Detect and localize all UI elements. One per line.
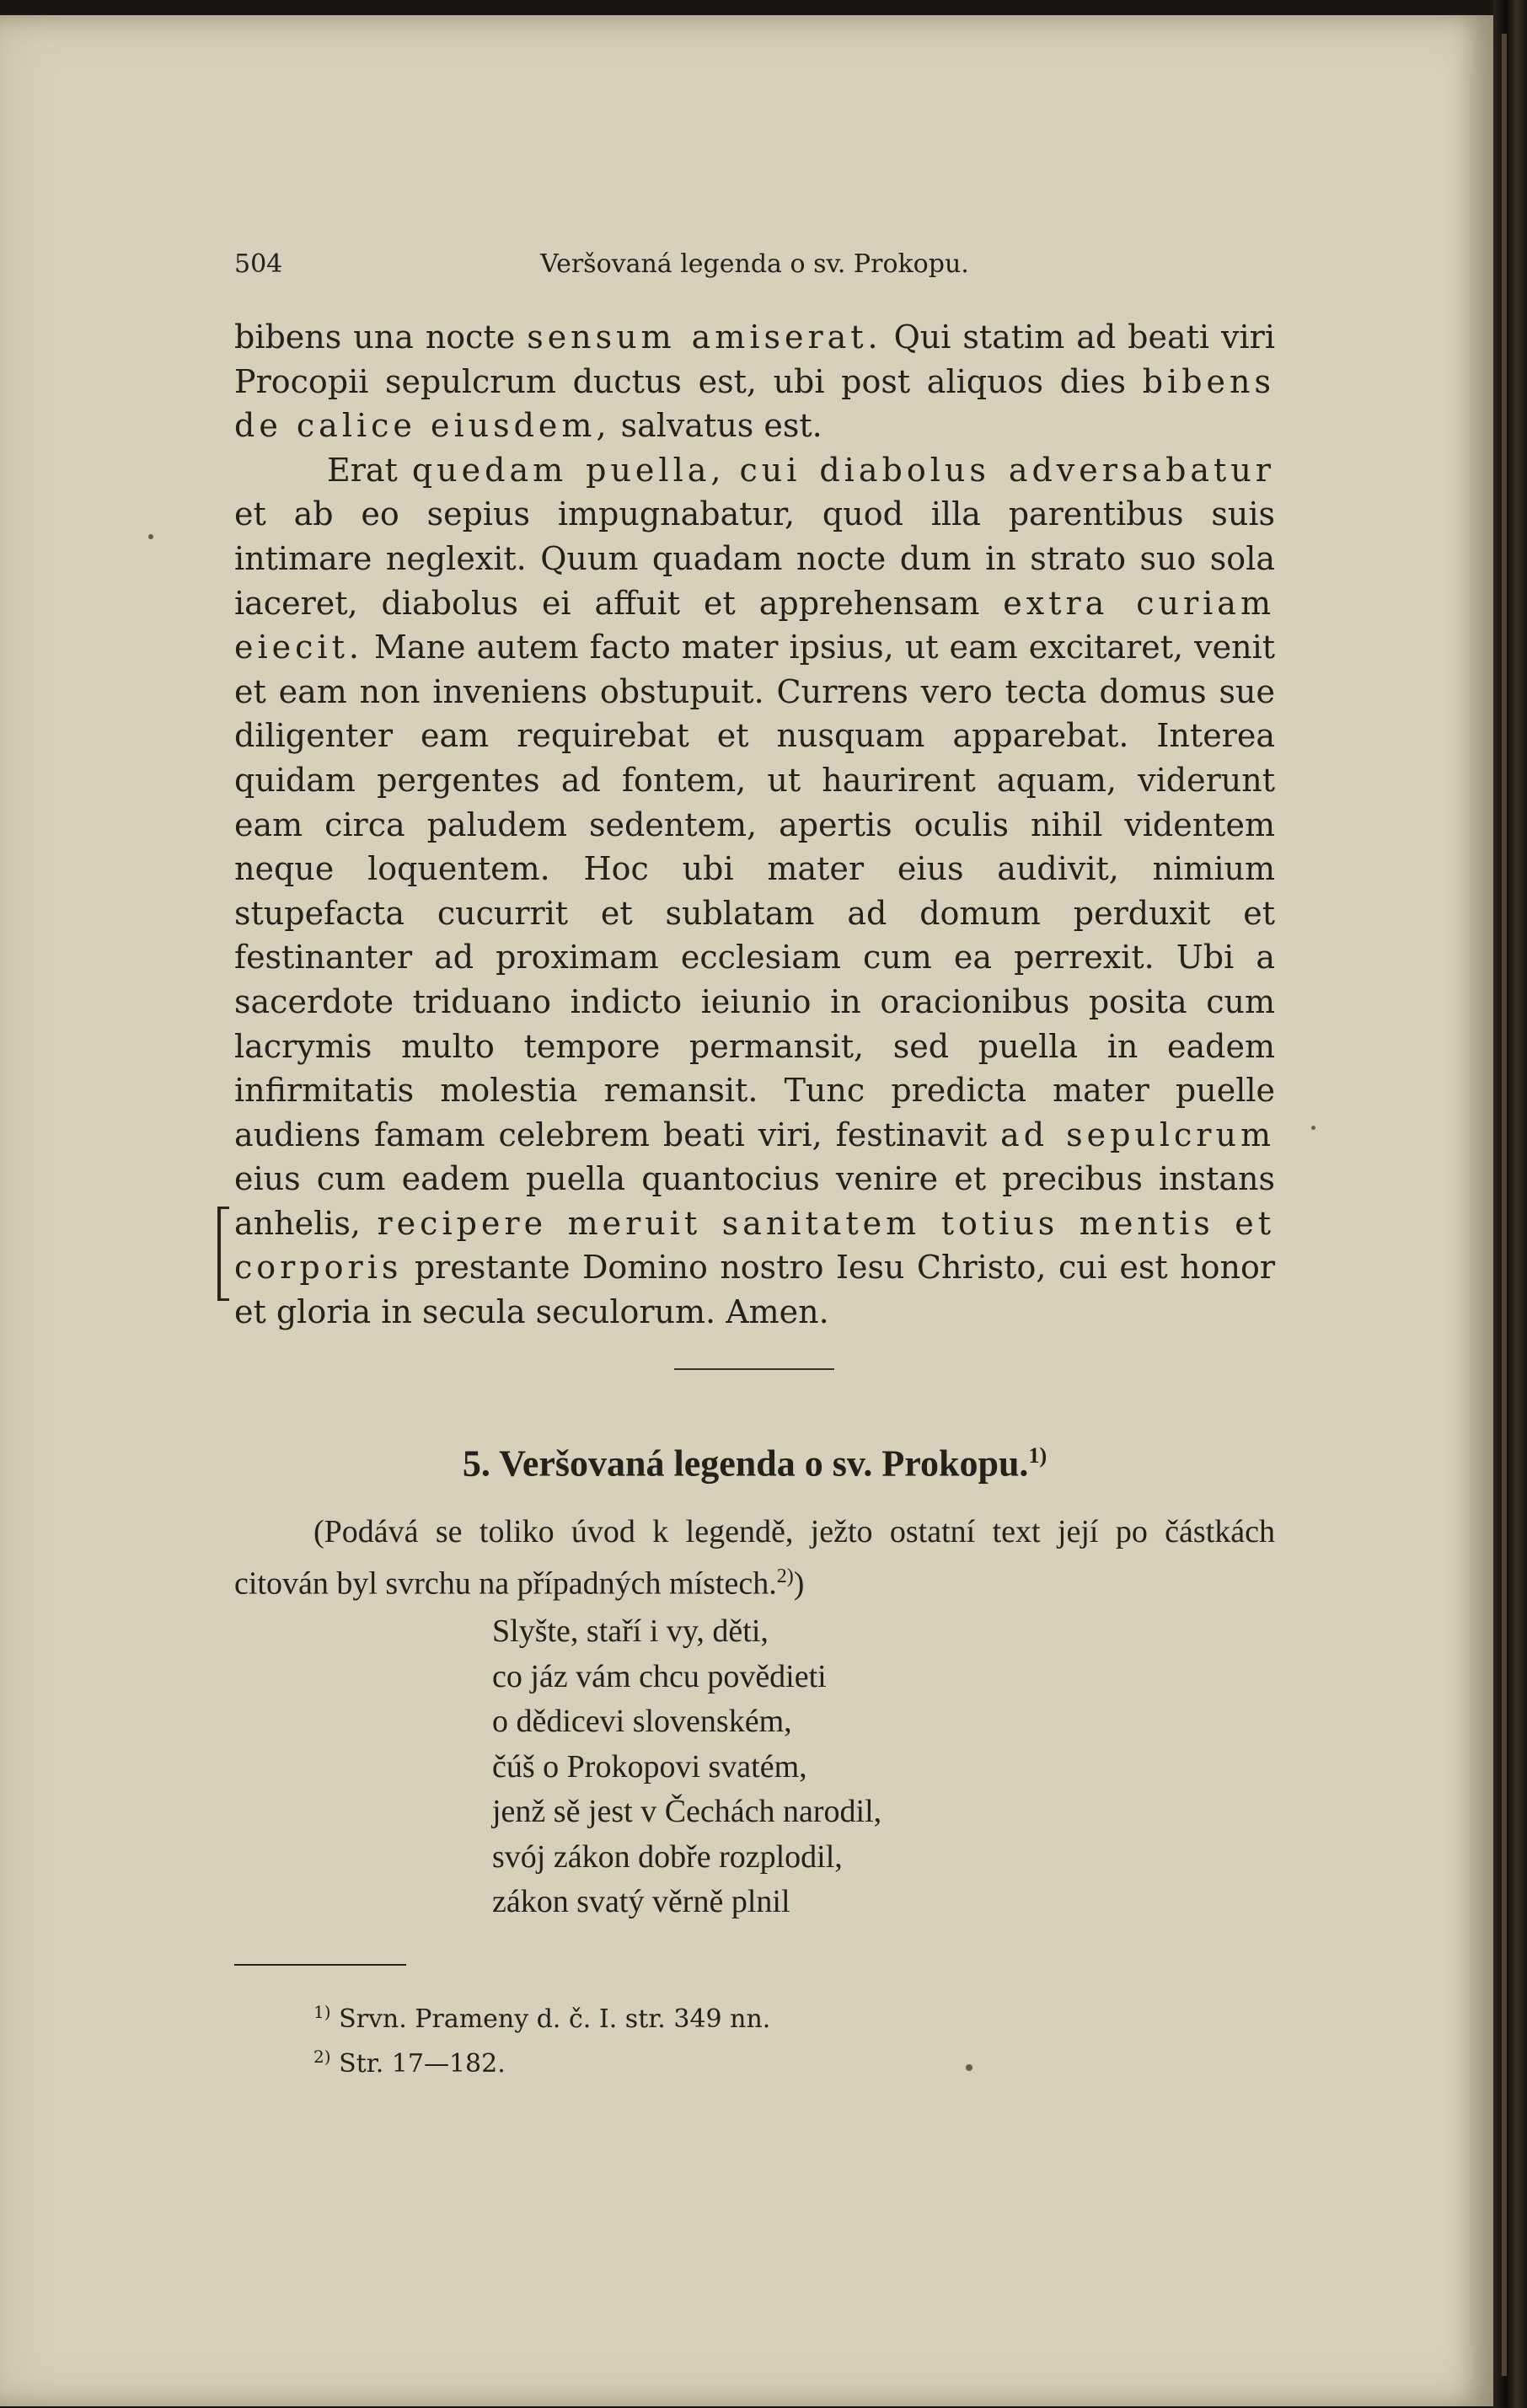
paper-speck bbox=[1311, 1126, 1315, 1130]
spaced-text: sensum amiserat. bbox=[527, 318, 882, 356]
text-run: et ab eo sepius impugnabatur, quod illa parentibus suis intimare neglexit. Quum quadam nocte dum in strato suo sola iaceret, diabolus ei affuit et apprehensam bbox=[234, 495, 1275, 622]
footnote-marker: 1) bbox=[313, 2002, 331, 2022]
verse-line: svój zákon dobře rozplodil, bbox=[492, 1838, 843, 1875]
page-number: 504 bbox=[234, 249, 283, 279]
text-run: bibens una nocte bbox=[234, 318, 528, 356]
spaced-text: bibens de calice eiusdem, bbox=[234, 362, 1275, 445]
text-run: eius cum eadem puella quantocius venire et precibus instans anhelis, bbox=[234, 1160, 1275, 1242]
marginal-bracket-mark bbox=[217, 1207, 229, 1301]
verse-block bbox=[492, 1609, 1166, 1925]
footnote-text: Str. 17—182. bbox=[330, 2049, 506, 2079]
intro-text: (Podává se toliko úvod k legendě, ježto ostatní text její po částkách citován byl svrchu na případných místech. bbox=[234, 1514, 1275, 1602]
paragraph-2 bbox=[234, 448, 1275, 1335]
intro-paragraph bbox=[234, 1510, 1275, 1607]
paragraph-1 bbox=[234, 315, 1275, 448]
footnotes bbox=[313, 1993, 1072, 2083]
binding-edge bbox=[1502, 34, 1507, 2376]
footnote-rule bbox=[234, 1964, 406, 1966]
section-separator bbox=[674, 1368, 834, 1370]
footnote-2 bbox=[313, 2038, 1072, 2083]
text-run bbox=[725, 452, 739, 489]
paper-speck bbox=[148, 534, 153, 539]
intro-note bbox=[234, 1510, 1275, 1607]
footnote-ref: 2) bbox=[776, 1565, 794, 1587]
verse-line: o dědicevi slovenském, bbox=[492, 1704, 792, 1739]
section-title-text: 5. Veršovaná legenda o sv. Prokopu. bbox=[462, 1442, 1029, 1485]
footnote-ref: 1) bbox=[1028, 1443, 1047, 1468]
verse-line: čúš o Prokopovi svatém, bbox=[492, 1748, 807, 1785]
text-run: Mane autem facto mater ipsius, ut eam excitaret, venit et eam non inveniens obstupuit. Currens vero tecta domus sue diligenter eam requirebat et nusquam apparebat. Interea quidam pergentes ad fontem, ut haurirent aquam, viderunt eam circa paludem sedentem, apertis oculis nihil videntem neque loquentem. Hoc ubi mater eius audivit, nimium stupefacta cucurrit et sublatam ad domum perduxit et festinanter ad proximam ecclesiam cum ea perrexit. Ubi a sacerdote triduano indicto ieiunio in oracionibus posita cum lacrymis multo tempore permansit, sed puella in eadem infirmitatis molestia remansit. Tunc predicta mater puelle audiens famam celebrem beati viri, festinavit bbox=[234, 629, 1275, 1153]
running-title: Veršovaná legenda o sv. Prokopu. bbox=[540, 249, 969, 279]
spaced-text: ad sepulcrum bbox=[1000, 1116, 1275, 1153]
verse-line: jenž sě jest v Čechách narodil, bbox=[492, 1794, 882, 1829]
text-run: prestante Domino nostro Iesu Christo, cui est honor et gloria in secula seculorum. Amen. bbox=[234, 1249, 1275, 1331]
spaced-text: recipere meruit sanitatem totius mentis et corporis bbox=[234, 1204, 1276, 1287]
spaced-text: cui diabolus adversabatur bbox=[739, 451, 1275, 489]
verse-line: Slyšte, staří i vy, děti, bbox=[492, 1613, 769, 1649]
text-run: Erat bbox=[327, 451, 412, 489]
spaced-text: quedam puella, bbox=[411, 451, 726, 489]
footnote-1 bbox=[313, 1993, 1072, 2038]
spaced-text: extra curiam eiecit. bbox=[234, 584, 1275, 666]
page-edge-shadow bbox=[1493, 0, 1527, 2408]
running-header bbox=[234, 248, 1275, 281]
verse-line: co jáz vám chcu povědieti bbox=[492, 1658, 827, 1694]
section-title bbox=[234, 1431, 1275, 1490]
text-run: salvatus est. bbox=[610, 407, 822, 445]
footnote-text: Srvn. Prameny d. č. I. str. 349 nn. bbox=[330, 2004, 771, 2034]
latin-text bbox=[234, 315, 1275, 1335]
paper-speck bbox=[966, 2064, 972, 2071]
intro-closing-paren: ) bbox=[793, 1565, 805, 1602]
footnote-marker: 2) bbox=[313, 2047, 331, 2067]
verse-line: zákon svatý věrně plnil bbox=[492, 1884, 790, 1919]
text-run: Qui statim ad beati viri Procopii sepulcrum ductus est, ubi post aliquos dies bbox=[234, 318, 1275, 400]
